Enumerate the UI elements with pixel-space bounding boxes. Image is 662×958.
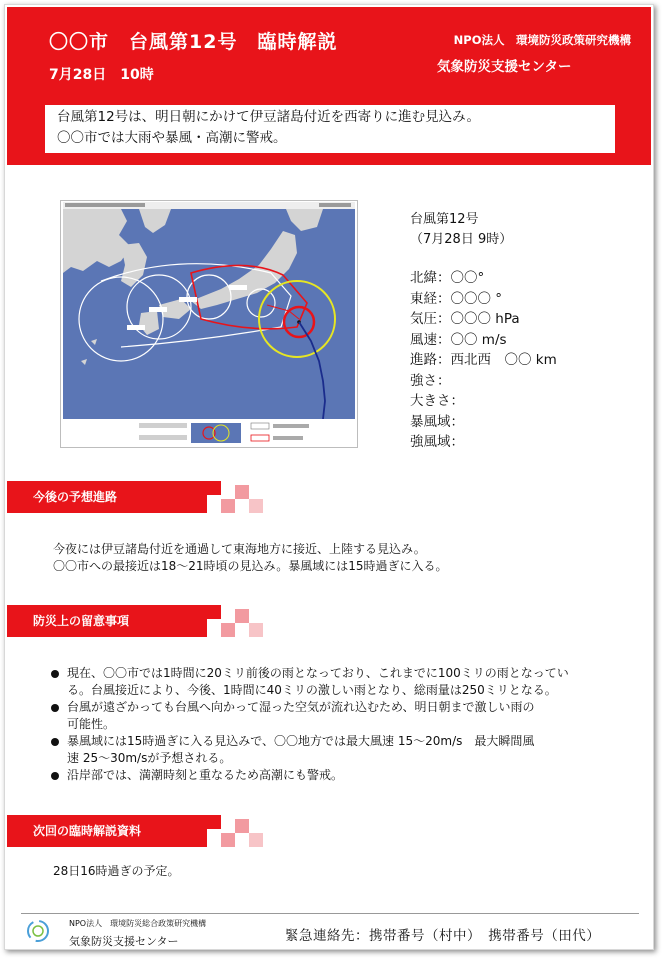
bullet-icon — [51, 772, 59, 780]
bullet-icon — [51, 738, 59, 746]
summary-line-1: 台風第12号は、明日朝にかけて伊豆諸島付近を西寄りに進む見込み。 — [57, 109, 480, 125]
section-title-precautions: 防災上の留意事項 — [7, 605, 207, 637]
longitude-value: ：〇〇〇 ° — [437, 290, 503, 307]
forecast-line-2: 〇〇市への最接近は18～21時頃の見込み。暴風域には15時過ぎに入る。 — [53, 559, 448, 573]
forecast-text — [53, 541, 448, 575]
footer-org-line2: 気象防災支援センター — [69, 935, 179, 948]
storm-area-value: ： — [450, 413, 464, 430]
course-label: 進路 — [410, 352, 437, 368]
pressure-value: ：〇〇〇 hPa — [437, 311, 520, 327]
emergency-contact: 緊急連絡先：携帯番号（村中） 携帯番号（田代） — [285, 928, 601, 944]
typhoon-map-image — [61, 201, 357, 447]
typhoon-forecast-map — [60, 200, 358, 448]
page-title: 〇〇市 台風第12号 臨時解説 — [49, 31, 338, 53]
section-title-forecast-track: 今後の予想進路 — [7, 481, 207, 513]
organization-logo-icon — [25, 918, 51, 944]
next-bulletin-text: 28日16時過ぎの予定。 — [53, 864, 180, 878]
precautions-list — [49, 665, 609, 784]
info-row-latitude — [410, 266, 557, 287]
precaution-item-moist-air: 台風が遠ざかっても台風へ向かって湿った空気が流れ込むため、明日朝まで激しい雨の 可能性。 — [49, 699, 609, 733]
info-row-pressure — [410, 307, 557, 328]
document-page — [4, 4, 654, 950]
typhoon-info — [410, 208, 557, 451]
footer-divider — [21, 913, 639, 914]
strong-wind-area-value: ： — [450, 434, 464, 450]
typhoon-observed-time: （7月28日 9時） — [410, 232, 513, 247]
course-value: ：西北西 〇〇 km — [437, 352, 557, 368]
longitude-label: 東経 — [410, 290, 437, 307]
precaution-item-storm-surge: 沿岸部では、満潮時刻と重なるため高潮にも警戒。 — [49, 767, 609, 784]
latitude-label: 北緯 — [410, 270, 437, 286]
wind-speed-label: 風速 — [410, 331, 437, 348]
info-row-wind-speed — [410, 328, 557, 349]
forecast-line-1: 今夜には伊豆諸島付近を通過して東海地方に接近、上陸する見込み。 — [53, 542, 426, 556]
info-row-course — [410, 348, 557, 369]
footer-org-line1: NPO法人 環境防災総合政策研究機構 — [69, 919, 207, 928]
header-banner — [7, 7, 651, 165]
size-label: 大きさ — [410, 393, 451, 409]
strong-wind-area-label: 強風域 — [410, 434, 451, 450]
typhoon-name: 台風第12号 — [410, 212, 479, 227]
bullet-icon — [51, 670, 59, 678]
info-row-intensity — [410, 369, 557, 390]
org-name-line2: 気象防災支援センター — [437, 59, 572, 75]
info-row-strong-wind-area — [410, 430, 557, 451]
intensity-value: ： — [437, 372, 451, 389]
size-value: ： — [450, 393, 464, 409]
bullet-icon — [51, 704, 59, 712]
section-title-next-bulletin: 次回の臨時解説資料 — [7, 815, 207, 847]
info-row-size — [410, 389, 557, 410]
precaution-item-rain: 現在、〇〇市では1時間に20ミリ前後の雨となっており、これまでに100ミリの雨となってい る。台風接近により、今後、1時間に40ミリの激しい雨となり、総雨量は250ミリとなる。 — [49, 665, 609, 699]
org-name-line1: NPO法人 環境防災政策研究機構 — [453, 33, 631, 47]
wind-speed-value: ：〇〇 m/s — [437, 331, 507, 348]
summary-line-2: 〇〇市では大雨や暴風・高潮に警戒。 — [57, 130, 287, 146]
info-row-longitude — [410, 287, 557, 308]
storm-area-label: 暴風域 — [410, 413, 451, 430]
intensity-label: 強さ — [410, 372, 437, 389]
summary-box — [45, 105, 615, 153]
precaution-item-wind: 暴風域には15時過ぎに入る見込みで、〇〇地方では最大風速 15～20m/s 最大瞬間風 速 25～30m/sが予想される。 — [49, 733, 609, 767]
issue-datetime: 7月28日 10時 — [49, 67, 154, 83]
latitude-value: ：〇〇° — [437, 270, 485, 286]
info-row-storm-area — [410, 410, 557, 431]
pressure-label: 気圧 — [410, 311, 437, 327]
